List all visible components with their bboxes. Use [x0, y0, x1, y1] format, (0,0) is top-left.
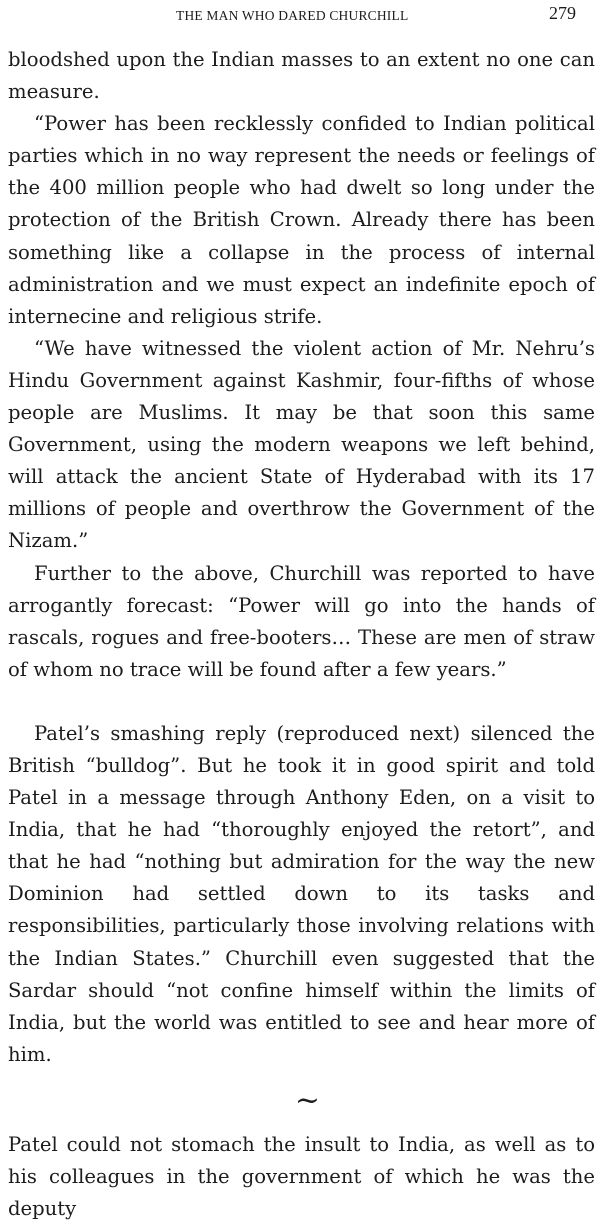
- section-separator: ~: [294, 1082, 321, 1118]
- paragraph-forecast: Further to the above, Churchill was reported to have arrogantly forecast: “Power will go into the hands of rascals, rogues and free-booters… These are men of straw of whom no trace will be found after a few years.”: [8, 561, 595, 681]
- paragraph-continuation: bloodshed upon the Indian masses to an extent no one can measure.: [8, 48, 595, 104]
- running-header: THE MAN WHO DARED CHURCHILL: [176, 8, 409, 23]
- paragraph-quote-power: “Power has been recklessly confided to Indian political parties which in no way represent the needs or feelings of the 400 million people who had dwelt so long under the protection of the British Crown. Already there has been something like a collapse in the process of internal administration and we must expect an indefinite epoch of internecine and religious strife.: [8, 112, 595, 328]
- paragraph-patel-reply: Patel’s smashing reply (reproduced next) silenced the British “bulldog”. But he took it in good spirit and told Patel in a message through Anthony Eden, on a visit to India, that he had “thoroughly enjoyed the retort”, and that he had “nothing but admiration for the way the new Dominion had settled down to its tasks and responsibilities, particularly those involving relations with the Indian States.” Churchill even suggested that the Sardar should “not confine himself within the limits of India, but the world was entitled to see and hear more of him.: [8, 721, 595, 1066]
- paragraph-patel-insult: Patel could not stomach the insult to India, as well as to his colleagues in the government of which he was the deputy: [8, 1132, 595, 1221]
- page-number: 279: [549, 3, 576, 23]
- body-text: [8, 44, 595, 1225]
- paragraph-quote-kashmir: “We have witnessed the violent action of Mr. Nehru’s Hindu Government against Kashmir, four-fifths of whose people are Muslims. It may be that soon this same Government, using the modern weapons we left behind, will attack the ancient State of Hyderabad with its 17 millions of people and overthrow the Government of the Nizam.”: [8, 336, 595, 553]
